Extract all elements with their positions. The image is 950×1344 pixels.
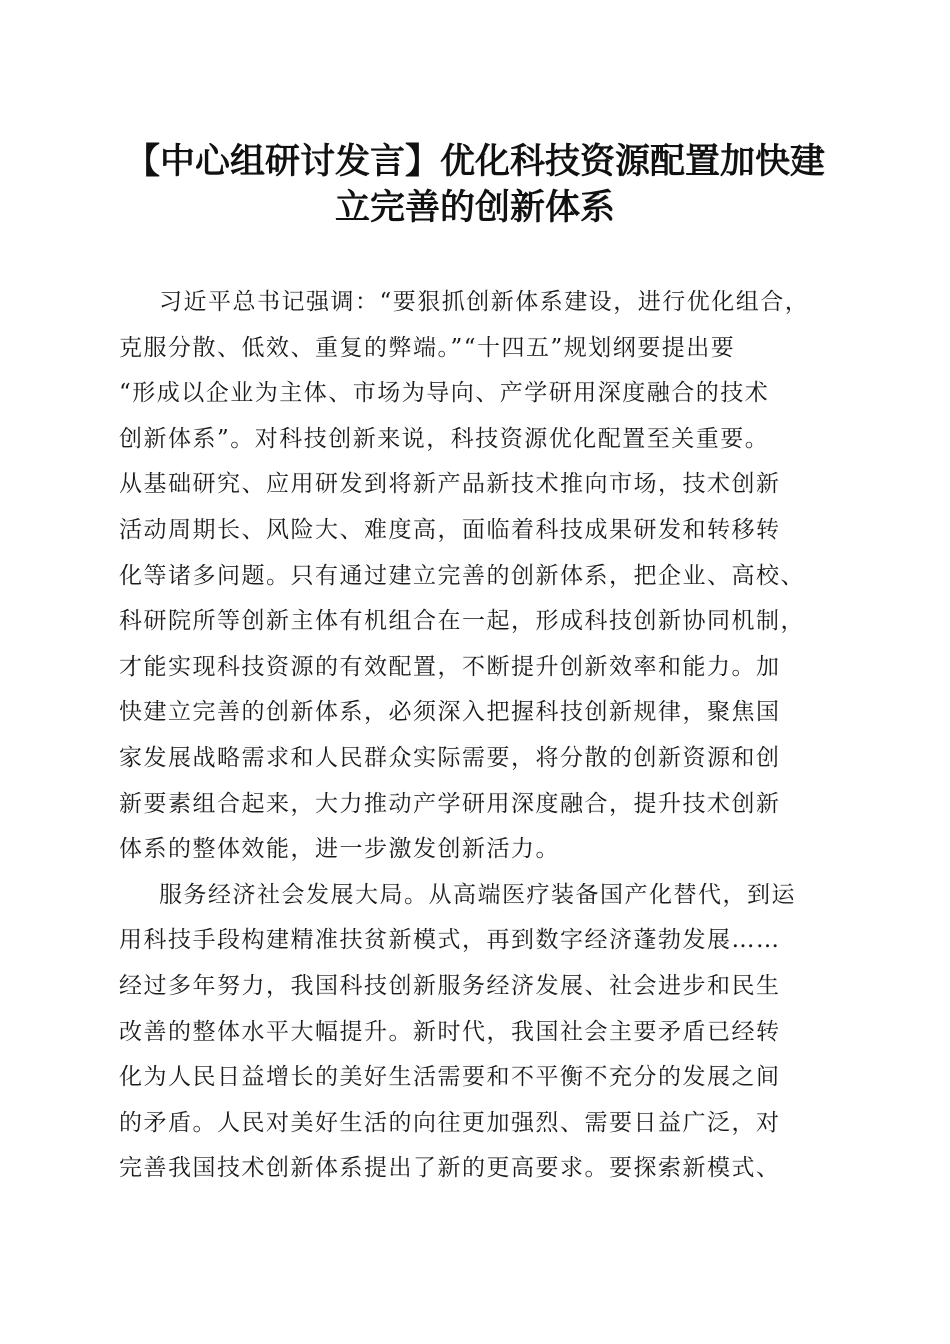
paragraph-line: 化为人民日益增长的美好生活需要和不平衡不充分的发展之间 [119, 1064, 781, 1091]
paragraph-line: 用科技手段构建精准扶贫新模式，再到数字经济蓬勃发展…… [119, 927, 781, 954]
paragraph-line: 的矛盾。人民对美好生活的向往更加强烈、需要日益广泛，对 [119, 1109, 781, 1136]
document-body [119, 280, 835, 1192]
paragraph-line: 体系的整体效能，进一步激发创新活力。 [119, 836, 560, 863]
paragraph-line: 创新体系”。对科技创新来说，科技资源优化配置至关重要。 [119, 425, 770, 452]
paragraph-line: 才能实现科技资源的有效配置，不断提升创新效率和能力。加 [119, 653, 781, 680]
title-line: 立完善的创新体系 [334, 186, 615, 228]
title-line: 【中心组研讨发言】优化科技资源配置加快建 [124, 141, 825, 182]
paragraph-line: 改善的整体水平大幅提升。新时代，我国社会主要矛盾已经转 [119, 1018, 781, 1045]
paragraph-line: 活动周期长、风险大、难度高，面临着科技成果研发和转移转 [119, 516, 781, 543]
document-title [110, 138, 840, 229]
paragraph-line: 服务经济社会发展大局。从高端医疗装备国产化替代，到运 [159, 881, 796, 908]
paragraph-line: 完善我国技术创新体系提出了新的更高要求。要探索新模式、 [119, 1155, 781, 1182]
paragraph [119, 873, 835, 1192]
paragraph-line: “形成以企业为主体、市场为导向、产学研用深度融合的技术 [119, 380, 770, 407]
paragraph-line: 从基础研究、应用研发到将新产品新技术推向市场，技术创新 [119, 471, 781, 498]
paragraph-line: 克服分散、低效、重复的弊端。”“十四五”规划纲要提出要 [119, 334, 736, 361]
paragraph-line: 习近平总书记强调：“要狠抓创新体系建设，进行优化组合， [159, 289, 810, 315]
paragraph-line: 新要素组合起来，大力推动产学研用深度融合，提升技术创新 [119, 790, 781, 817]
paragraph [119, 280, 835, 873]
paragraph-line: 经过多年努力，我国科技创新服务经济发展、社会进步和民生 [119, 972, 781, 999]
paragraph-line: 快建立完善的创新体系，必须深入把握科技创新规律，聚焦国 [119, 699, 781, 726]
paragraph-line: 化等诸多问题。只有通过建立完善的创新体系，把企业、高校、 [119, 562, 805, 589]
paragraph-line: 科研院所等创新主体有机组合在一起，形成科技创新协同机制， [119, 608, 805, 635]
paragraph-line: 家发展战略需求和人民群众实际需要，将分散的创新资源和创 [119, 744, 781, 771]
